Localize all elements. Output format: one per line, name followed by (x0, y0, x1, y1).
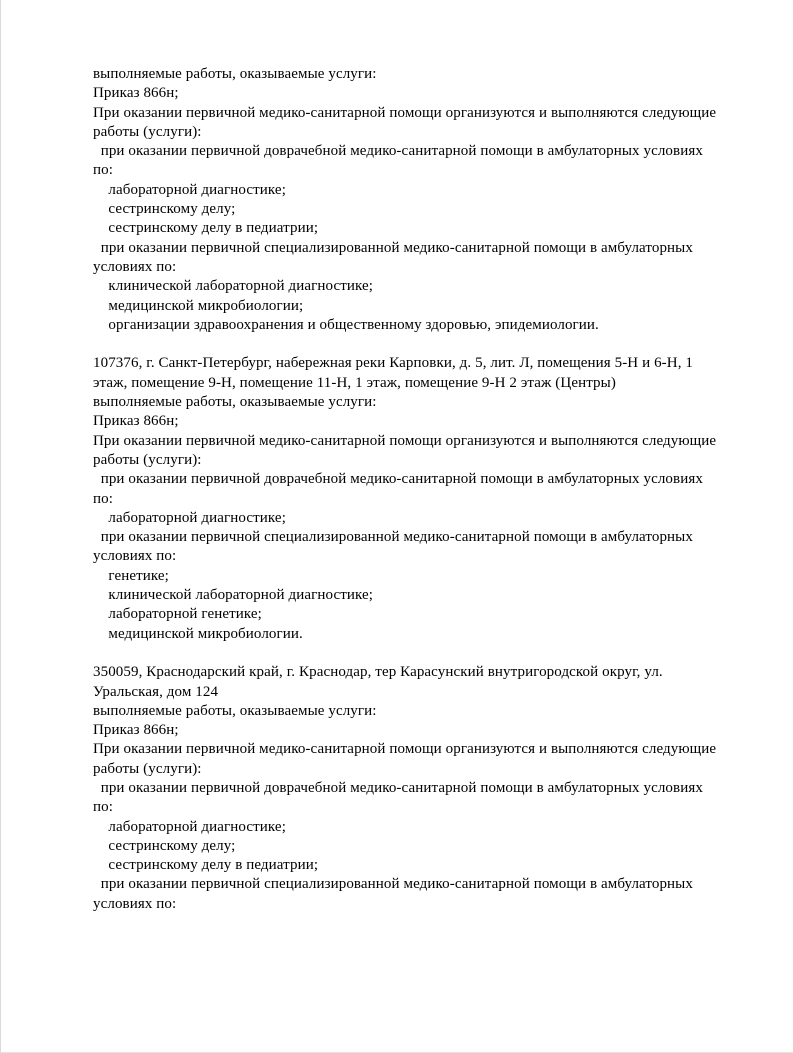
text-line: условиях по: (93, 258, 177, 275)
text-line: выполняемые работы, оказываемые услуги: (93, 702, 377, 719)
text-line: работы (услуги): (93, 760, 202, 777)
text-line: генетике; (93, 567, 169, 584)
text-line: 350059, Краснодарский край, г. Краснодар, тер Карасунский внутригородской округ, ул. (93, 664, 663, 681)
text-line: при оказании первичной доврачебной медико-санитарной помощи в амбулаторных условиях (93, 143, 703, 160)
text-line: по: (93, 162, 113, 179)
text-line: 107376, г. Санкт-Петербург, набережная реки Карповки, д. 5, лит. Л, помещения 5-Н и 6-Н, 1 (93, 355, 693, 372)
text-line: сестринскому делу; (93, 201, 236, 218)
text-line: организации здравоохранения и общественному здоровью, эпидемиологии. (93, 316, 599, 333)
text-line: условиях по: (93, 548, 177, 565)
text-line: условиях по: (93, 895, 177, 912)
text-line: работы (услуги): (93, 123, 202, 140)
text-line: медицинской микробиологии; (93, 297, 304, 314)
text-line: при оказании первичной специализированной медико-санитарной помощи в амбулаторных (93, 239, 693, 256)
text-line: этаж, помещение 9-Н, помещение 11-Н, 1 этаж, помещение 9-Н 2 этаж (Центры) (93, 374, 616, 391)
text-line: медицинской микробиологии. (93, 625, 303, 642)
text-line: лабораторной диагностике; (93, 818, 286, 835)
text-line: Уральская, дом 124 (93, 683, 219, 700)
text-line: клинической лабораторной диагностике; (93, 587, 374, 604)
text-line: При оказании первичной медико-санитарной помощи организуются и выполняются следующие (93, 432, 717, 449)
text-line: выполняемые работы, оказываемые услуги: (93, 66, 377, 82)
spb-address-section (93, 354, 748, 643)
text-line: При оказании первичной медико-санитарной помощи организуются и выполняются следующие (93, 104, 717, 121)
text-line: клинической лабораторной диагностике; (93, 278, 374, 295)
text-line: лабораторной диагностике; (93, 181, 286, 198)
text-line: Приказ 866н; (93, 722, 179, 739)
text-line: выполняемые работы, оказываемые услуги: (93, 394, 377, 411)
text-line: по: (93, 799, 113, 816)
text-line: сестринскому делу в педиатрии; (93, 220, 319, 237)
text-line: при оказании первичной доврачебной медико-санитарной помощи в амбулаторных условиях (93, 779, 703, 796)
text-line: при оказании первичной специализированной медико-санитарной помощи в амбулаторных (93, 876, 693, 893)
text-line: сестринскому делу в педиатрии; (93, 857, 319, 874)
text-line: Приказ 866н; (93, 413, 179, 430)
text-line: при оказании первичной специализированной медико-санитарной помощи в амбулаторных (93, 529, 693, 546)
text-line: по: (93, 490, 113, 507)
krasnodar-address-section (93, 663, 748, 914)
works-services-section (93, 65, 748, 335)
text-line: лабораторной генетике; (93, 606, 262, 623)
text-line: сестринскому делу; (93, 837, 236, 854)
text-line: Приказ 866н; (93, 85, 179, 102)
text-line: работы (услуги): (93, 451, 202, 468)
text-line: лабораторной диагностике; (93, 509, 286, 526)
text-line: При оказании первичной медико-санитарной помощи организуются и выполняются следующие (93, 741, 717, 758)
text-line: при оказании первичной доврачебной медико-санитарной помощи в амбулаторных условиях (93, 471, 703, 488)
